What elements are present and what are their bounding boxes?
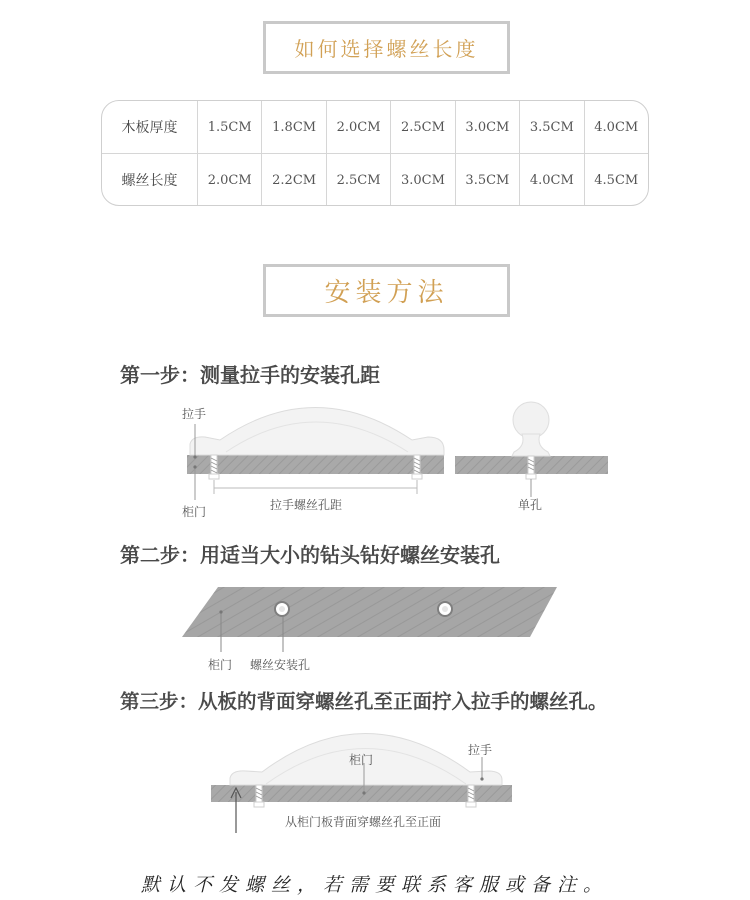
label-cabinet-door: 柜门 <box>349 753 374 767</box>
cabinet-door-board <box>187 455 444 474</box>
table-cell: 4.0CM <box>519 154 583 206</box>
table-cell: 3.5CM <box>519 101 583 153</box>
table-cell: 4.5CM <box>584 154 648 206</box>
step1-knob-diagram <box>455 402 608 497</box>
step1-title: 第一步：测量拉手的安装孔距 <box>120 363 380 387</box>
footer-note: 默认不发螺丝，若需要联系客服或备注。 <box>140 874 609 896</box>
step2-board-diagram <box>182 587 557 652</box>
table-cell: 2.5CM <box>390 101 454 153</box>
table-cell: 2.5CM <box>326 154 390 206</box>
screw <box>528 456 534 474</box>
label-cabinet-door: 柜门 <box>208 658 233 672</box>
label-screw-hole: 螺丝安装孔 <box>250 658 311 672</box>
table-cell: 1.5CM <box>197 101 261 153</box>
table-cell: 2.0CM <box>326 101 390 153</box>
step1-handle-diagram <box>187 408 444 501</box>
bar-handle <box>190 408 444 456</box>
label-single-hole: 单孔 <box>518 498 543 512</box>
section-title-installation: 安装方法 <box>263 264 510 317</box>
table-cell: 3.0CM <box>390 154 454 206</box>
knob <box>513 402 549 438</box>
label-through-back: 从柜门板背面穿螺丝孔至正面 <box>285 815 442 829</box>
label-handle: 拉手 <box>468 743 493 757</box>
table-cell: 2.2CM <box>261 154 325 206</box>
label-hole-distance: 拉手螺丝孔距 <box>270 498 343 512</box>
row-header-screw-length: 螺丝长度 <box>121 173 178 189</box>
row-header-board-thickness: 木板厚度 <box>121 120 178 136</box>
section-title-screw-length: 如何选择螺丝长度 <box>263 21 510 74</box>
table-cell: 4.0CM <box>584 101 648 153</box>
step3-title: 第三步：从板的背面穿螺丝孔至正面拧入拉手的螺丝孔。 <box>120 690 608 713</box>
label-handle: 拉手 <box>182 407 207 421</box>
table-cell: 1.8CM <box>261 101 325 153</box>
table-cell: 3.5CM <box>455 154 519 206</box>
step2-title: 第二步：用适当大小的钻头钻好螺丝安装孔 <box>120 543 500 567</box>
cabinet-door-board <box>182 587 557 637</box>
table-cell: 2.0CM <box>197 154 261 206</box>
label-cabinet-door: 柜门 <box>182 505 207 519</box>
table-cell: 3.0CM <box>455 101 519 153</box>
